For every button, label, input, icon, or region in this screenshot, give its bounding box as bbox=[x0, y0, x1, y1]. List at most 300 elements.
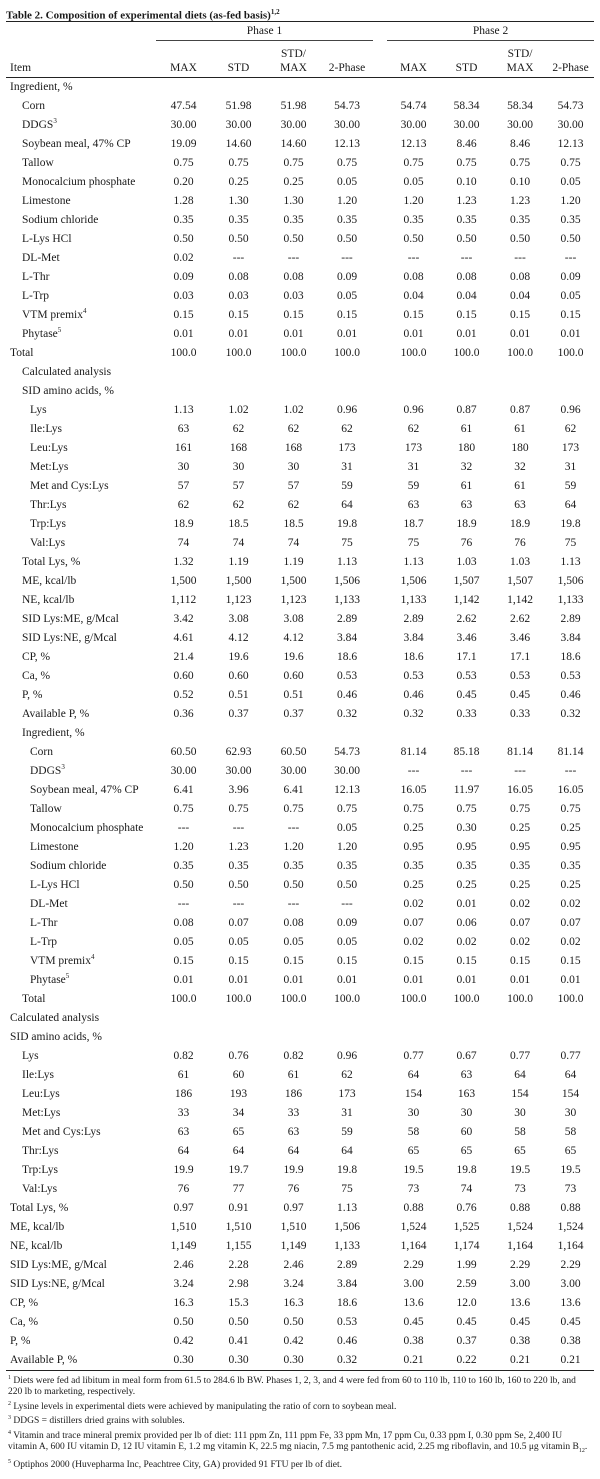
table-cell: 0.35 bbox=[173, 860, 194, 872]
table-cell: 1,149 bbox=[170, 1240, 197, 1252]
table-cell: 12.0 bbox=[456, 1297, 477, 1309]
row-label-text: Limestone bbox=[30, 841, 79, 853]
table-cell bbox=[211, 1009, 266, 1028]
table-row bbox=[6, 496, 594, 515]
table-cell: 100.0 bbox=[507, 347, 533, 359]
table-cell: 0.10 bbox=[509, 176, 531, 188]
table-cell: 0.08 bbox=[456, 271, 477, 283]
table-cell: 100.0 bbox=[280, 347, 307, 359]
table-cell: 13.6 bbox=[509, 1297, 531, 1309]
table-cell: 19.9 bbox=[283, 1164, 304, 1176]
table-cell: 2.89 bbox=[560, 613, 581, 625]
table-cell: 154 bbox=[511, 1088, 529, 1100]
table-cell: 0.76 bbox=[228, 1050, 249, 1062]
table-cell: 100.0 bbox=[557, 993, 584, 1005]
table-cell: 0.88 bbox=[403, 1202, 424, 1214]
table-cell: --- bbox=[232, 822, 245, 834]
table-cell: 64 bbox=[407, 1069, 420, 1081]
table-cell: 0.08 bbox=[173, 917, 194, 929]
table-row bbox=[6, 173, 594, 192]
row-label-text: NE, kcal/lb bbox=[22, 594, 75, 606]
table-cell: 47.54 bbox=[170, 100, 197, 112]
table-cell: 1.03 bbox=[509, 556, 531, 568]
table-cell: 1,133 bbox=[334, 1240, 360, 1252]
table-cell: --- bbox=[460, 252, 473, 264]
table-cell: --- bbox=[341, 898, 353, 910]
table-cell: 21.4 bbox=[173, 651, 194, 663]
table-body bbox=[6, 78, 594, 1371]
table-cell: 0.46 bbox=[560, 689, 581, 701]
table-cell: 0.75 bbox=[173, 803, 194, 815]
row-label bbox=[6, 952, 156, 971]
table-cell: 1.13 bbox=[403, 556, 424, 568]
table-cell: 0.01 bbox=[456, 328, 477, 340]
table-cell: 16.3 bbox=[283, 1297, 304, 1309]
table-cell: 3.84 bbox=[336, 1278, 358, 1290]
table-cell: 18.5 bbox=[283, 518, 304, 530]
table-cell: 54.73 bbox=[557, 100, 584, 112]
table-cell: --- bbox=[232, 898, 245, 910]
table-cell: 0.42 bbox=[173, 1335, 194, 1347]
row-label bbox=[6, 1294, 156, 1313]
table-cell: 19.7 bbox=[228, 1164, 249, 1176]
row-label-text: Tallow bbox=[30, 803, 62, 815]
table-cell: 1.13 bbox=[560, 556, 581, 568]
footnotes bbox=[6, 1371, 594, 1472]
row-label bbox=[6, 97, 156, 116]
table-cell: --- bbox=[287, 822, 300, 834]
table-cell: 100.0 bbox=[400, 347, 427, 359]
table-cell: 161 bbox=[174, 442, 193, 454]
row-label bbox=[6, 1180, 156, 1199]
table-row bbox=[6, 1351, 594, 1370]
table-row bbox=[6, 515, 594, 534]
table-cell: 0.05 bbox=[336, 936, 358, 948]
table-cell: 18.6 bbox=[403, 651, 424, 663]
table-cell bbox=[387, 78, 440, 98]
table-cell: --- bbox=[177, 822, 190, 834]
table-row bbox=[6, 629, 594, 648]
table-cell: 0.97 bbox=[173, 1202, 194, 1214]
col-header-p2-2phase: 2-Phase bbox=[547, 41, 594, 78]
table-cell: 54.73 bbox=[334, 100, 360, 112]
table-cell: 8.46 bbox=[456, 138, 477, 150]
row-label bbox=[6, 477, 156, 496]
table-cell: 0.02 bbox=[509, 898, 531, 910]
row-label-text: Thr:Lys bbox=[22, 1145, 59, 1157]
table-row bbox=[6, 895, 594, 914]
table-cell: 0.35 bbox=[336, 860, 358, 872]
table-cell: 58 bbox=[564, 1126, 577, 1138]
row-label-text: L-Trp bbox=[22, 290, 50, 302]
footnote-mark: 4 bbox=[8, 1429, 11, 1436]
table-cell: 3.00 bbox=[403, 1278, 424, 1290]
row-label bbox=[6, 895, 156, 914]
table-cell: 0.35 bbox=[456, 214, 477, 226]
row-label bbox=[6, 458, 156, 477]
table-cell bbox=[211, 382, 266, 401]
table-cell: 76 bbox=[177, 1183, 190, 1195]
table-row bbox=[6, 819, 594, 838]
row-label bbox=[6, 648, 156, 667]
row-label bbox=[6, 591, 156, 610]
table-cell: 100.0 bbox=[170, 347, 197, 359]
table-cell: 19.8 bbox=[336, 1164, 358, 1176]
row-label-text: Ca, % bbox=[22, 670, 51, 682]
table-cell: 0.03 bbox=[228, 290, 249, 302]
table-row bbox=[6, 553, 594, 572]
table-cell bbox=[493, 363, 547, 382]
table-cell: 63 bbox=[407, 499, 420, 511]
table-cell: 1,507 bbox=[453, 575, 480, 587]
row-label-text: DL-Met bbox=[22, 252, 60, 264]
table-cell: 0.88 bbox=[560, 1202, 581, 1214]
table-cell: 60 bbox=[460, 1126, 473, 1138]
table-cell: 0.75 bbox=[283, 803, 304, 815]
table-cell bbox=[156, 724, 211, 743]
table-cell: 1,510 bbox=[225, 1221, 252, 1233]
table-cell: 11.97 bbox=[453, 784, 480, 796]
table-row bbox=[6, 287, 594, 306]
table-cell: 0.25 bbox=[403, 879, 424, 891]
table-cell: 0.38 bbox=[403, 1335, 424, 1347]
table-cell: 100.0 bbox=[400, 993, 427, 1005]
row-label bbox=[6, 1123, 156, 1142]
table-cell: 0.75 bbox=[228, 157, 249, 169]
table-row bbox=[6, 1142, 594, 1161]
table-cell: 1.32 bbox=[173, 556, 194, 568]
table-cell: 0.50 bbox=[283, 1316, 304, 1328]
table-cell: 0.25 bbox=[560, 879, 581, 891]
table-cell: 100.0 bbox=[334, 347, 360, 359]
table-cell: 0.38 bbox=[560, 1335, 581, 1347]
table-cell: 0.60 bbox=[228, 670, 249, 682]
row-label bbox=[6, 420, 156, 439]
table-cell: 0.50 bbox=[336, 879, 358, 891]
table-cell: 31 bbox=[341, 1107, 353, 1119]
table-cell: 3.96 bbox=[228, 784, 249, 796]
table-cell: 14.60 bbox=[280, 138, 307, 150]
table-cell: 1.19 bbox=[283, 556, 304, 568]
table-cell: 0.35 bbox=[509, 214, 531, 226]
table-cell: 30.00 bbox=[557, 119, 584, 131]
table-cell bbox=[211, 363, 266, 382]
table-cell: 58.34 bbox=[453, 100, 480, 112]
table-cell: 81.14 bbox=[507, 746, 533, 758]
table-cell bbox=[156, 1009, 211, 1028]
table-cell: 0.50 bbox=[336, 233, 358, 245]
table-cell: 0.82 bbox=[283, 1050, 304, 1062]
table-cell: 59 bbox=[407, 480, 420, 492]
row-label-text: DL-Met bbox=[30, 898, 68, 910]
table-cell: 1,142 bbox=[507, 594, 533, 606]
table-cell: 16.05 bbox=[507, 784, 533, 796]
table-cell: 3.84 bbox=[336, 632, 358, 644]
row-label bbox=[6, 1351, 156, 1370]
table-cell: 0.02 bbox=[403, 936, 424, 948]
table-cell: 2.46 bbox=[283, 1259, 304, 1271]
table-cell: 1.20 bbox=[336, 841, 358, 853]
table-cell bbox=[266, 382, 321, 401]
table-row bbox=[6, 458, 594, 477]
table-cell: 62 bbox=[341, 1069, 353, 1081]
table-cell: 30.00 bbox=[334, 119, 360, 131]
table-cell: 0.25 bbox=[509, 822, 531, 834]
table-cell: 0.76 bbox=[456, 1202, 477, 1214]
table-cell: 58 bbox=[514, 1126, 526, 1138]
table-cell: 0.09 bbox=[173, 271, 194, 283]
table-cell: 0.87 bbox=[456, 404, 477, 416]
table-cell: 180 bbox=[511, 442, 529, 454]
table-cell: 0.15 bbox=[336, 955, 358, 967]
table-cell: 0.05 bbox=[173, 936, 194, 948]
table-cell: 31 bbox=[564, 461, 577, 473]
table-cell bbox=[440, 1009, 493, 1028]
table-cell: 65 bbox=[407, 1145, 420, 1157]
phase-2-label: Phase 2 bbox=[387, 22, 594, 41]
table-cell: 4.61 bbox=[173, 632, 194, 644]
row-label bbox=[6, 572, 156, 591]
table-cell: 0.15 bbox=[560, 309, 581, 321]
row-label-text: SID amino acids, % bbox=[10, 1031, 102, 1043]
row-label-text: SID amino acids, % bbox=[22, 385, 114, 397]
row-label-text: Thr:Lys bbox=[30, 499, 67, 511]
table-cell: 2.89 bbox=[403, 613, 424, 625]
table-cell: --- bbox=[514, 765, 526, 777]
table-cell: 30 bbox=[564, 1107, 577, 1119]
table-cell: 1.13 bbox=[173, 404, 194, 416]
table-cell: 16.05 bbox=[557, 784, 584, 796]
table-cell: 0.32 bbox=[403, 708, 424, 720]
table-cell: 1,506 bbox=[334, 1221, 360, 1233]
table-cell: 0.15 bbox=[336, 309, 358, 321]
table-cell: 2.46 bbox=[173, 1259, 194, 1271]
table-cell bbox=[387, 1028, 440, 1047]
table-cell: 0.07 bbox=[560, 917, 581, 929]
row-label-text: Monocalcium phosphate bbox=[22, 176, 136, 188]
table-cell: 0.01 bbox=[173, 328, 194, 340]
table-cell: 1.20 bbox=[173, 841, 194, 853]
table-cell: 1,525 bbox=[453, 1221, 480, 1233]
table-row bbox=[6, 325, 594, 344]
table-row bbox=[6, 743, 594, 762]
table-cell: 0.46 bbox=[336, 689, 358, 701]
table-cell: --- bbox=[514, 252, 526, 264]
table-cell: 64 bbox=[177, 1145, 190, 1157]
row-label bbox=[6, 1028, 156, 1047]
table-cell: 19.5 bbox=[509, 1164, 531, 1176]
table-cell bbox=[211, 1028, 266, 1047]
table-cell: 0.91 bbox=[228, 1202, 249, 1214]
table-cell: 18.5 bbox=[228, 518, 249, 530]
table-title-footnote-marks: 1,2 bbox=[270, 8, 280, 16]
row-label bbox=[6, 439, 156, 458]
table-cell: 1.20 bbox=[336, 195, 358, 207]
table-row bbox=[6, 781, 594, 800]
table-cell: 0.30 bbox=[283, 1354, 304, 1366]
row-label-text: Soybean meal, 47% CP bbox=[30, 784, 139, 796]
item-column-header: Item bbox=[6, 41, 156, 78]
table-cell: 30.00 bbox=[225, 119, 252, 131]
table-cell: 0.04 bbox=[403, 290, 424, 302]
table-cell: 1.19 bbox=[228, 556, 249, 568]
table-cell: 0.75 bbox=[403, 157, 424, 169]
table-cell: 76 bbox=[460, 537, 473, 549]
table-row bbox=[6, 1047, 594, 1066]
row-label bbox=[6, 933, 156, 952]
table-cell: 0.53 bbox=[336, 670, 358, 682]
table-cell: 30.00 bbox=[334, 765, 360, 777]
table-cell: 1.23 bbox=[456, 195, 477, 207]
row-label bbox=[6, 1332, 156, 1351]
table-row bbox=[6, 1161, 594, 1180]
table-cell: 1,510 bbox=[170, 1221, 197, 1233]
table-cell: 1,155 bbox=[225, 1240, 252, 1252]
table-cell bbox=[547, 724, 594, 743]
table-cell: 6.41 bbox=[283, 784, 304, 796]
table-row bbox=[6, 420, 594, 439]
table-cell: 19.5 bbox=[403, 1164, 424, 1176]
row-label-text: Ca, % bbox=[10, 1316, 39, 1328]
table-cell bbox=[156, 1028, 211, 1047]
row-label bbox=[6, 705, 156, 724]
table-cell: 0.03 bbox=[173, 290, 194, 302]
table-cell: 30.00 bbox=[280, 119, 307, 131]
table-cell: 1,164 bbox=[400, 1240, 427, 1252]
table-cell: 33 bbox=[287, 1107, 300, 1119]
row-label bbox=[6, 610, 156, 629]
footnote-mark: 5 bbox=[65, 972, 70, 981]
table-cell: 1,164 bbox=[507, 1240, 533, 1252]
table-cell: 19.8 bbox=[336, 518, 358, 530]
table-cell: 12.13 bbox=[334, 138, 360, 150]
table-cell: 0.95 bbox=[456, 841, 477, 853]
table-cell: 0.03 bbox=[283, 290, 304, 302]
table-cell: 100.0 bbox=[225, 993, 252, 1005]
table-cell: 0.01 bbox=[403, 974, 424, 986]
table-cell bbox=[547, 78, 594, 98]
table-cell: 0.06 bbox=[456, 917, 477, 929]
table-cell: 75 bbox=[564, 537, 577, 549]
row-label-text: DDGS bbox=[22, 119, 54, 131]
table-cell: 0.75 bbox=[560, 803, 581, 815]
row-label-text: Leu:Lys bbox=[30, 442, 68, 454]
table-cell: 0.01 bbox=[456, 974, 477, 986]
row-label-text: Calculated analysis bbox=[10, 1012, 100, 1024]
table-cell: 0.15 bbox=[560, 955, 581, 967]
table-cell: 0.04 bbox=[456, 290, 477, 302]
phase-1-label: Phase 1 bbox=[156, 22, 373, 41]
table-cell: 0.77 bbox=[403, 1050, 424, 1062]
table-cell: 19.5 bbox=[560, 1164, 581, 1176]
row-label bbox=[6, 1066, 156, 1085]
table-cell: 1,174 bbox=[453, 1240, 480, 1252]
table-cell: --- bbox=[232, 252, 245, 264]
table-cell: 57 bbox=[232, 480, 245, 492]
table-cell: 18.9 bbox=[173, 518, 194, 530]
table-cell: 65 bbox=[564, 1145, 577, 1157]
table-cell: 63 bbox=[460, 1069, 473, 1081]
row-label-text: Corn bbox=[22, 100, 45, 112]
row-label-text: Corn bbox=[30, 746, 53, 758]
row-label-text: Total Lys, % bbox=[10, 1202, 69, 1214]
row-label-text: DDGS bbox=[30, 765, 62, 777]
table-cell: 0.07 bbox=[403, 917, 424, 929]
table-cell: 0.05 bbox=[336, 290, 358, 302]
table-cell: 0.41 bbox=[228, 1335, 249, 1347]
table-cell: 54.73 bbox=[334, 746, 360, 758]
table-cell: 64 bbox=[514, 1069, 526, 1081]
footnote-mark: 3 bbox=[53, 117, 57, 126]
table-cell: 18.9 bbox=[509, 518, 531, 530]
table-cell bbox=[440, 724, 493, 743]
table-cell: 18.6 bbox=[336, 1297, 358, 1309]
footnote bbox=[8, 1413, 588, 1427]
table-row bbox=[6, 1028, 594, 1047]
table-cell: 18.6 bbox=[336, 651, 358, 663]
table-row bbox=[6, 857, 594, 876]
row-label-text: Ingredient, % bbox=[22, 727, 85, 739]
table-row bbox=[6, 971, 594, 990]
row-label bbox=[6, 819, 156, 838]
table-cell: 2.98 bbox=[228, 1278, 249, 1290]
table-row bbox=[6, 1237, 594, 1256]
table-cell: 30 bbox=[232, 461, 245, 473]
table-cell: 3.42 bbox=[173, 613, 194, 625]
table-cell: 64 bbox=[564, 499, 577, 511]
row-label bbox=[6, 401, 156, 420]
table-row bbox=[6, 838, 594, 857]
document-page bbox=[6, 0, 594, 1472]
table-cell: 1,500 bbox=[170, 575, 197, 587]
table-row bbox=[6, 800, 594, 819]
table-cell: 0.35 bbox=[283, 860, 304, 872]
table-cell: 0.35 bbox=[403, 214, 424, 226]
table-row bbox=[6, 382, 594, 401]
table-row bbox=[6, 762, 594, 781]
table-row bbox=[6, 1332, 594, 1351]
table-cell: 0.75 bbox=[228, 803, 249, 815]
table-cell: 59 bbox=[564, 480, 577, 492]
table-cell: 32 bbox=[514, 461, 526, 473]
table-row bbox=[6, 363, 594, 382]
row-label bbox=[6, 1142, 156, 1161]
row-label bbox=[6, 249, 156, 268]
table-cell: 31 bbox=[341, 461, 353, 473]
table-cell: 1,112 bbox=[170, 594, 197, 606]
row-label-text: P, % bbox=[22, 689, 43, 701]
table-cell: 1.02 bbox=[228, 404, 249, 416]
row-label bbox=[6, 553, 156, 572]
table-cell: 61 bbox=[460, 480, 473, 492]
row-label-text: Leu:Lys bbox=[22, 1088, 60, 1100]
table-row bbox=[6, 1066, 594, 1085]
table-cell: 0.01 bbox=[509, 328, 531, 340]
row-label bbox=[6, 686, 156, 705]
table-cell: 1,142 bbox=[453, 594, 480, 606]
row-label bbox=[6, 762, 156, 781]
row-label-text: NE, kcal/lb bbox=[10, 1240, 63, 1252]
table-cell: 0.96 bbox=[560, 404, 581, 416]
table-cell: 0.35 bbox=[336, 214, 358, 226]
table-cell: 0.15 bbox=[228, 955, 249, 967]
row-label bbox=[6, 990, 156, 1009]
table-cell: 154 bbox=[561, 1088, 580, 1100]
table-cell: 1,506 bbox=[557, 575, 584, 587]
table-cell: 2.29 bbox=[560, 1259, 581, 1271]
table-cell: 186 bbox=[174, 1088, 193, 1100]
row-label bbox=[6, 306, 156, 325]
